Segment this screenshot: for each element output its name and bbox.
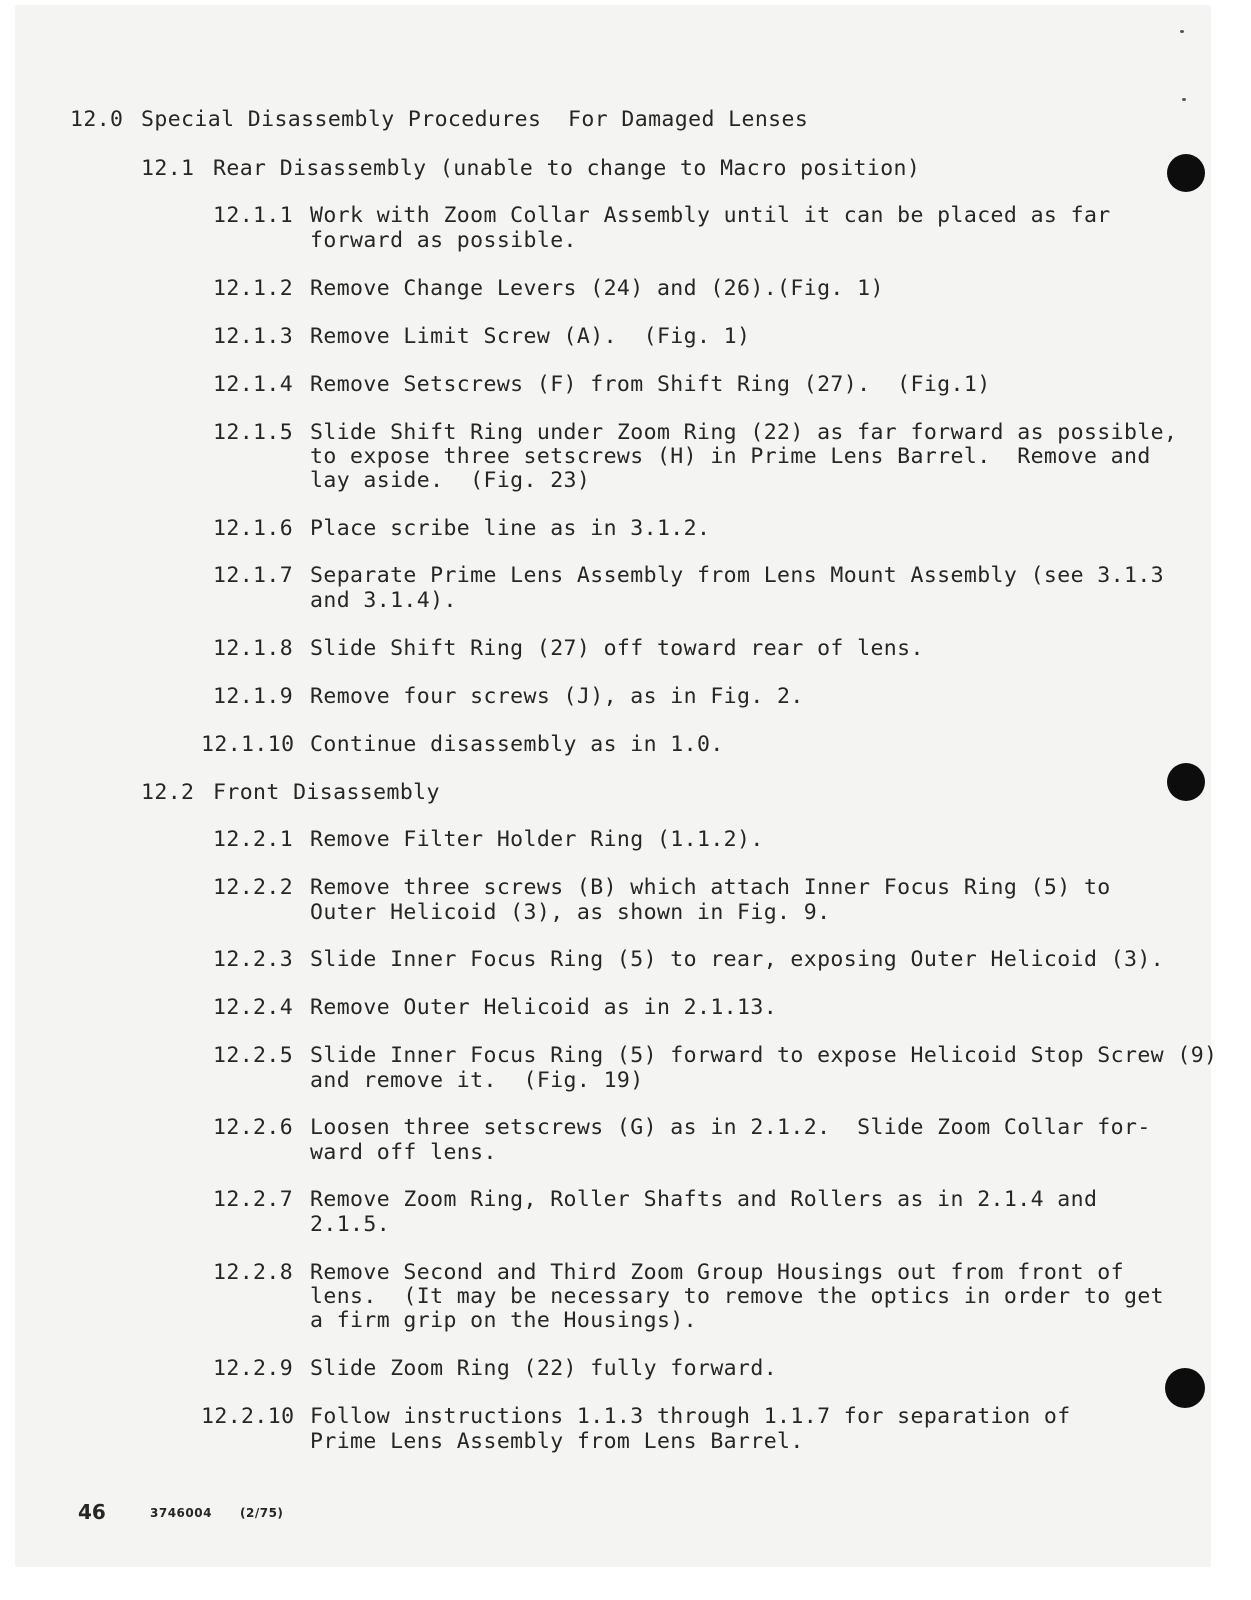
step-text: Remove Filter Holder Ring (1.1.2). — [310, 827, 764, 852]
step-text: Remove Setscrews (F) from Shift Ring (27). (Fig.1) — [310, 372, 991, 397]
step-text: forward as possible. — [310, 228, 577, 253]
step-text: Separate Prime Lens Assembly from Lens Mount Assembly (see 3.1.3 — [310, 563, 1165, 588]
step-text: to expose three setscrews (H) in Prime Lens Barrel. Remove and — [310, 444, 1151, 469]
step-number: 12.2.5 — [213, 1043, 294, 1068]
step-text: Continue disassembly as in 1.0. — [310, 732, 724, 757]
step-text: Place scribe line as in 3.1.2. — [310, 516, 711, 541]
step-text: Work with Zoom Collar Assembly until it can be placed as far — [310, 203, 1111, 228]
step-text: Remove Change Levers (24) and (26).(Fig. 1) — [310, 276, 884, 301]
step-text: Slide Shift Ring under Zoom Ring (22) as far forward as possible, — [310, 420, 1178, 445]
step-text: Remove Zoom Ring, Roller Shafts and Rollers as in 2.1.4 and — [310, 1187, 1098, 1212]
step-text: 2.1.5. — [310, 1212, 391, 1237]
step-text: lay aside. (Fig. 23) — [310, 468, 591, 493]
step-text: Prime Lens Assembly from Lens Barrel. — [310, 1429, 804, 1454]
punch-hole-middle — [1167, 763, 1205, 801]
subsection-title: Rear Disassembly (unable to change to Macro position) — [213, 156, 921, 181]
step-text: a firm grip on the Housings). — [310, 1308, 697, 1333]
step-text: Remove four screws (J), as in Fig. 2. — [310, 684, 804, 709]
step-number: 12.1.8 — [213, 636, 294, 661]
section-title: Special Disassembly Procedures For Damaged Lenses — [141, 107, 809, 132]
step-number: 12.2.9 — [213, 1356, 294, 1381]
step-number: 12.1.1 — [213, 203, 294, 228]
step-text: Remove Outer Helicoid as in 2.1.13. — [310, 995, 778, 1020]
step-text: Remove Second and Third Zoom Group Housings out from front of — [310, 1260, 1124, 1285]
step-number: 12.2.7 — [213, 1187, 294, 1212]
step-number: 12.2.3 — [213, 947, 294, 972]
step-text: Slide Zoom Ring (22) fully forward. — [310, 1356, 778, 1381]
step-number: 12.1.9 — [213, 684, 294, 709]
subsection-number: 12.2 — [141, 780, 195, 805]
step-number: 12.1.3 — [213, 324, 294, 349]
step-text: Follow instructions 1.1.3 through 1.1.7 for separation of — [310, 1404, 1071, 1429]
step-text: Remove Limit Screw (A). (Fig. 1) — [310, 324, 751, 349]
step-number: 12.2.1 — [213, 827, 294, 852]
step-number: 12.1.7 — [213, 563, 294, 588]
subsection-title: Front Disassembly — [213, 780, 440, 805]
step-number: 12.2.6 — [213, 1115, 294, 1140]
step-number: 12.1.4 — [213, 372, 294, 397]
step-number: 12.2.4 — [213, 995, 294, 1020]
revision-date: (2/75) — [240, 1506, 284, 1520]
step-number: 12.2.2 — [213, 875, 294, 900]
step-text: Slide Inner Focus Ring (5) forward to expose Helicoid Stop Screw (9) — [310, 1043, 1218, 1068]
step-text: Slide Shift Ring (27) off toward rear of lens. — [310, 636, 924, 661]
step-number: 12.2.10 — [201, 1404, 295, 1429]
step-number: 12.2.8 — [213, 1260, 294, 1285]
section-number: 12.0 — [70, 107, 124, 132]
step-text: and 3.1.4). — [310, 588, 457, 613]
step-text: and remove it. (Fig. 19) — [310, 1068, 644, 1093]
speck-mark — [1182, 98, 1186, 101]
step-text: lens. (It may be necessary to remove the optics in order to get — [310, 1284, 1165, 1309]
punch-hole-top — [1167, 154, 1205, 192]
speck-mark — [1180, 30, 1184, 33]
step-number: 12.1.10 — [201, 732, 295, 757]
step-number: 12.1.6 — [213, 516, 294, 541]
step-text: Slide Inner Focus Ring (5) to rear, exposing Outer Helicoid (3). — [310, 947, 1165, 972]
document-code: 3746004 — [150, 1506, 212, 1520]
subsection-number: 12.1 — [141, 156, 195, 181]
step-text: Outer Helicoid (3), as shown in Fig. 9. — [310, 900, 831, 925]
step-number: 12.1.2 — [213, 276, 294, 301]
step-text: ward off lens. — [310, 1140, 497, 1165]
step-number: 12.1.5 — [213, 420, 294, 445]
punch-hole-bottom — [1165, 1368, 1205, 1408]
step-text: Loosen three setscrews (G) as in 2.1.2. Slide Zoom Collar for- — [310, 1115, 1151, 1140]
page-number: 46 — [78, 1500, 106, 1524]
step-text: Remove three screws (B) which attach Inner Focus Ring (5) to — [310, 875, 1111, 900]
